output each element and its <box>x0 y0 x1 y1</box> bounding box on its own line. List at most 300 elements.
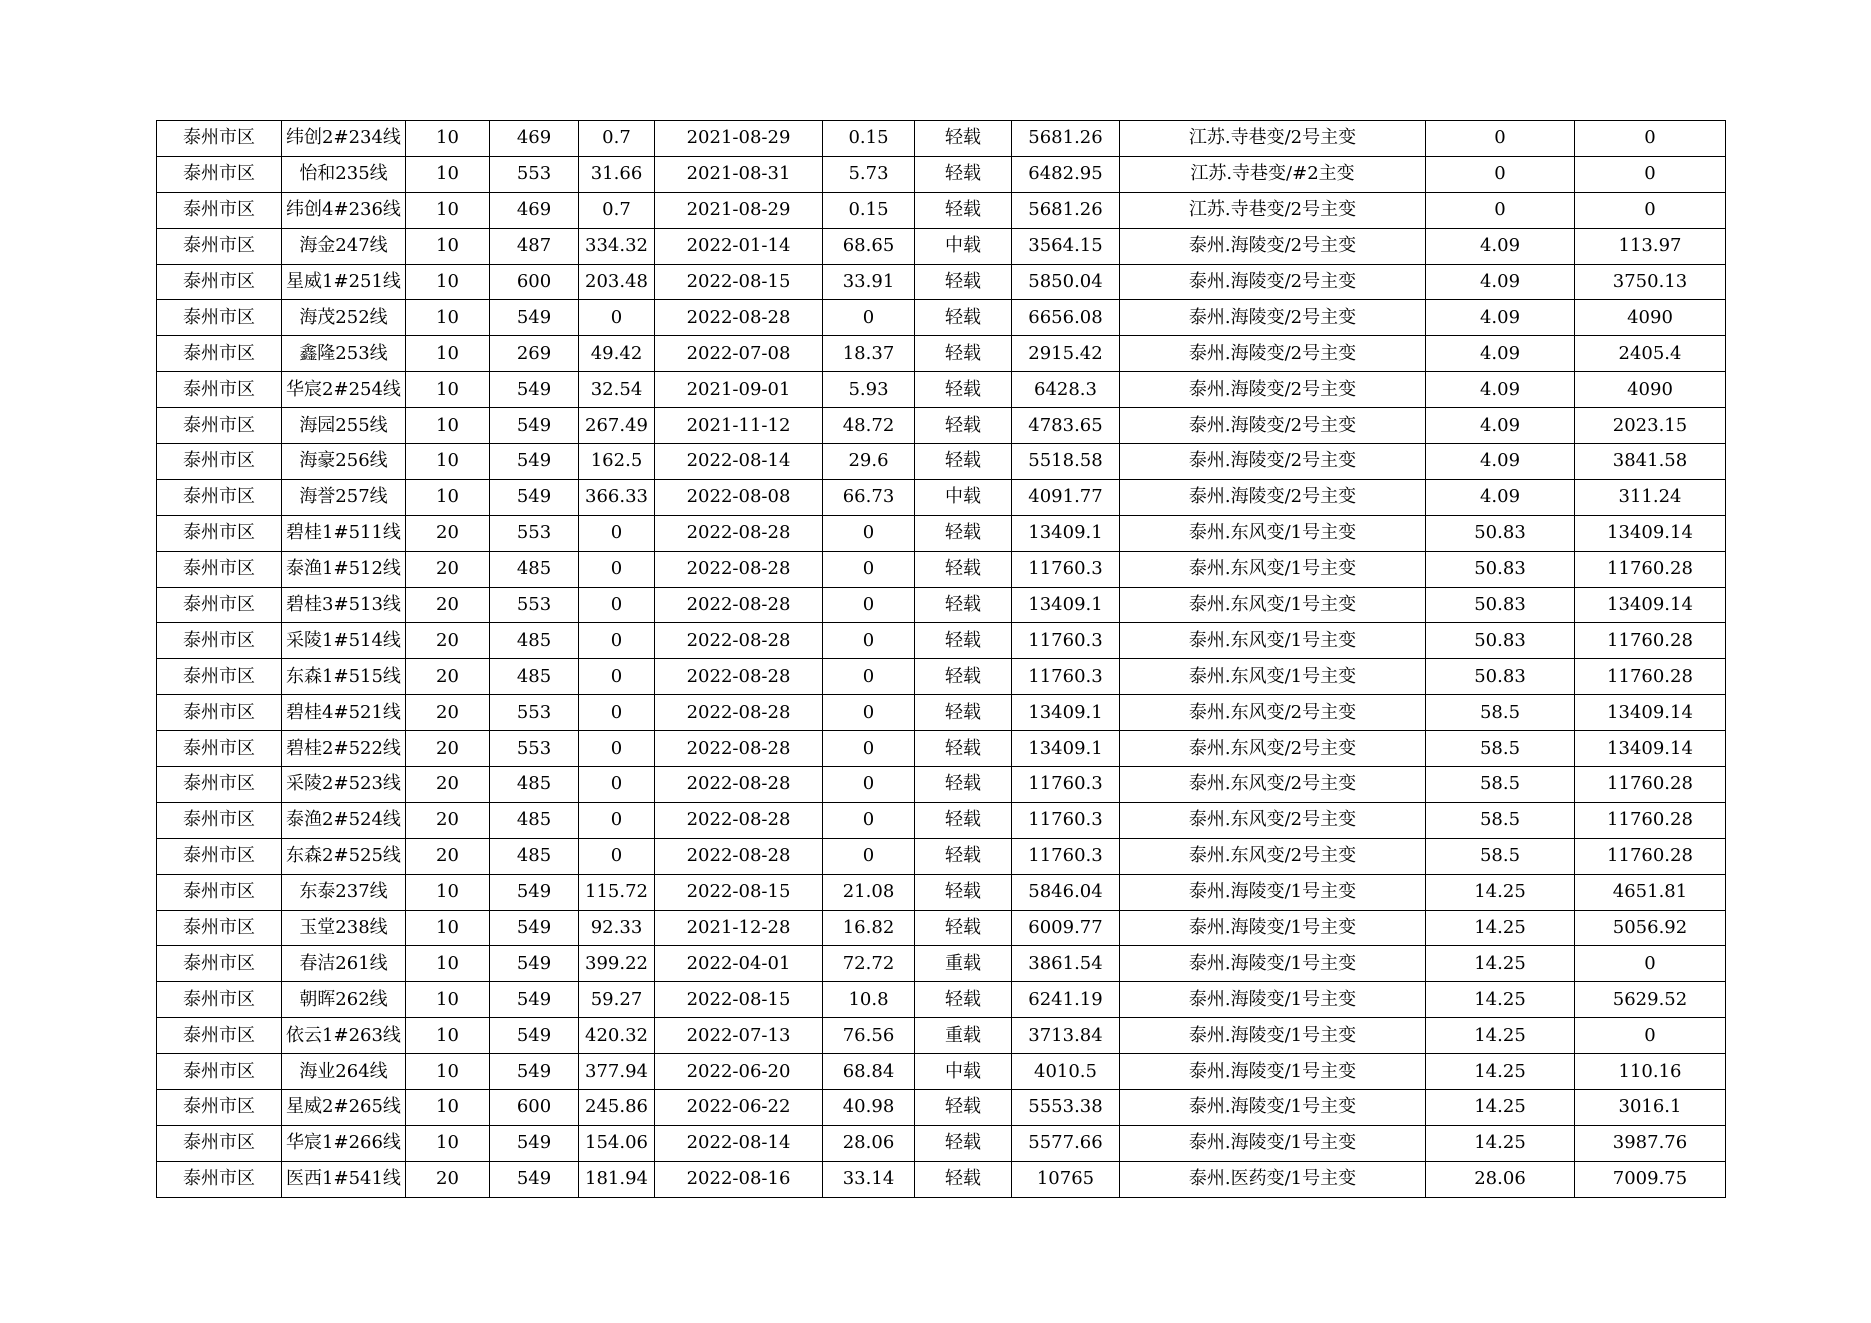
table-row <box>157 946 1726 982</box>
available-cell: 13409.14 <box>1575 515 1726 551</box>
available-cell: 11760.28 <box>1575 838 1726 874</box>
transformer-rate-cell: 50.83 <box>1426 515 1575 551</box>
region-cell: 泰州市区 <box>157 228 282 264</box>
line-name-cell: 碧桂1#511线 <box>282 515 406 551</box>
voltage-cell: 20 <box>406 767 490 803</box>
date-cell: 2021-11-12 <box>655 408 823 444</box>
voltage-cell: 10 <box>406 192 490 228</box>
region-cell: 泰州市区 <box>157 946 282 982</box>
region-cell: 泰州市区 <box>157 982 282 1018</box>
capacity-cell: 549 <box>490 1161 579 1197</box>
capacity-cell: 485 <box>490 659 579 695</box>
load-status-cell: 中载 <box>915 228 1012 264</box>
table-row <box>157 802 1726 838</box>
available-cell: 110.16 <box>1575 1054 1726 1090</box>
line-name-cell: 纬创2#234线 <box>282 121 406 157</box>
capacity-cell: 469 <box>490 121 579 157</box>
transformer-rate-cell: 0 <box>1426 121 1575 157</box>
date-cell: 2021-08-31 <box>655 156 823 192</box>
load-rate-cell: 40.98 <box>823 1090 915 1126</box>
line-name-cell: 春洁261线 <box>282 946 406 982</box>
margin-cell: 10765 <box>1012 1161 1120 1197</box>
margin-cell: 6656.08 <box>1012 300 1120 336</box>
margin-cell: 13409.1 <box>1012 731 1120 767</box>
margin-cell: 11760.3 <box>1012 659 1120 695</box>
margin-cell: 5577.66 <box>1012 1125 1120 1161</box>
transformer-rate-cell: 4.09 <box>1426 479 1575 515</box>
transformer-cell: 泰州.东风变/2号主变 <box>1120 802 1426 838</box>
voltage-cell: 10 <box>406 1054 490 1090</box>
region-cell: 泰州市区 <box>157 372 282 408</box>
transformer-rate-cell: 4.09 <box>1426 444 1575 480</box>
transformer-cell: 泰州.海陵变/2号主变 <box>1120 264 1426 300</box>
load-cell: 162.5 <box>579 444 655 480</box>
load-cell: 0 <box>579 695 655 731</box>
date-cell: 2022-08-28 <box>655 731 823 767</box>
load-status-cell: 轻载 <box>915 623 1012 659</box>
load-status-cell: 轻载 <box>915 731 1012 767</box>
region-cell: 泰州市区 <box>157 767 282 803</box>
table-row <box>157 336 1726 372</box>
date-cell: 2022-08-15 <box>655 874 823 910</box>
transformer-cell: 泰州.海陵变/1号主变 <box>1120 1090 1426 1126</box>
table-row <box>157 300 1726 336</box>
date-cell: 2021-08-29 <box>655 192 823 228</box>
region-cell: 泰州市区 <box>157 1090 282 1126</box>
date-cell: 2022-08-28 <box>655 300 823 336</box>
voltage-cell: 20 <box>406 838 490 874</box>
voltage-cell: 10 <box>406 479 490 515</box>
load-rate-cell: 33.91 <box>823 264 915 300</box>
load-cell: 0 <box>579 551 655 587</box>
table-row <box>157 659 1726 695</box>
transformer-rate-cell: 58.5 <box>1426 695 1575 731</box>
margin-cell: 4091.77 <box>1012 479 1120 515</box>
line-name-cell: 碧桂3#513线 <box>282 587 406 623</box>
load-rate-cell: 0 <box>823 623 915 659</box>
margin-cell: 5681.26 <box>1012 192 1120 228</box>
margin-cell: 11760.3 <box>1012 551 1120 587</box>
transformer-rate-cell: 4.09 <box>1426 300 1575 336</box>
capacity-cell: 553 <box>490 587 579 623</box>
capacity-cell: 549 <box>490 479 579 515</box>
transformer-cell: 泰州.海陵变/1号主变 <box>1120 1125 1426 1161</box>
date-cell: 2022-08-28 <box>655 515 823 551</box>
load-status-cell: 轻载 <box>915 982 1012 1018</box>
region-cell: 泰州市区 <box>157 156 282 192</box>
load-rate-cell: 29.6 <box>823 444 915 480</box>
date-cell: 2022-08-15 <box>655 264 823 300</box>
date-cell: 2022-04-01 <box>655 946 823 982</box>
load-rate-cell: 76.56 <box>823 1018 915 1054</box>
load-status-cell: 轻载 <box>915 695 1012 731</box>
load-rate-cell: 0 <box>823 300 915 336</box>
margin-cell: 5681.26 <box>1012 121 1120 157</box>
transformer-rate-cell: 58.5 <box>1426 838 1575 874</box>
line-name-cell: 采陵2#523线 <box>282 767 406 803</box>
available-cell: 11760.28 <box>1575 623 1726 659</box>
margin-cell: 4010.5 <box>1012 1054 1120 1090</box>
load-cell: 181.94 <box>579 1161 655 1197</box>
region-cell: 泰州市区 <box>157 695 282 731</box>
load-rate-cell: 68.84 <box>823 1054 915 1090</box>
region-cell: 泰州市区 <box>157 1054 282 1090</box>
voltage-cell: 20 <box>406 587 490 623</box>
line-name-cell: 鑫隆253线 <box>282 336 406 372</box>
load-rate-cell: 0 <box>823 587 915 623</box>
table-row <box>157 695 1726 731</box>
transformer-cell: 泰州.东风变/1号主变 <box>1120 551 1426 587</box>
margin-cell: 6241.19 <box>1012 982 1120 1018</box>
transformer-cell: 泰州.海陵变/1号主变 <box>1120 910 1426 946</box>
available-cell: 4090 <box>1575 300 1726 336</box>
load-rate-cell: 18.37 <box>823 336 915 372</box>
load-rate-cell: 21.08 <box>823 874 915 910</box>
voltage-cell: 10 <box>406 910 490 946</box>
margin-cell: 11760.3 <box>1012 838 1120 874</box>
load-status-cell: 轻载 <box>915 659 1012 695</box>
voltage-cell: 10 <box>406 300 490 336</box>
available-cell: 3016.1 <box>1575 1090 1726 1126</box>
transformer-rate-cell: 14.25 <box>1426 1054 1575 1090</box>
transformer-rate-cell: 0 <box>1426 192 1575 228</box>
load-rate-cell: 66.73 <box>823 479 915 515</box>
load-rate-cell: 0.15 <box>823 192 915 228</box>
line-name-cell: 泰渔1#512线 <box>282 551 406 587</box>
load-cell: 115.72 <box>579 874 655 910</box>
load-status-cell: 轻载 <box>915 874 1012 910</box>
transformer-rate-cell: 4.09 <box>1426 336 1575 372</box>
date-cell: 2022-08-28 <box>655 695 823 731</box>
transformer-cell: 泰州.海陵变/2号主变 <box>1120 479 1426 515</box>
load-status-cell: 轻载 <box>915 192 1012 228</box>
transformer-cell: 泰州.东风变/2号主变 <box>1120 767 1426 803</box>
capacity-cell: 600 <box>490 264 579 300</box>
transformer-cell: 泰州.东风变/1号主变 <box>1120 623 1426 659</box>
line-name-cell: 海业264线 <box>282 1054 406 1090</box>
transformer-cell: 泰州.海陵变/2号主变 <box>1120 372 1426 408</box>
capacity-cell: 549 <box>490 444 579 480</box>
transformer-rate-cell: 58.5 <box>1426 802 1575 838</box>
capacity-cell: 487 <box>490 228 579 264</box>
line-name-cell: 海豪256线 <box>282 444 406 480</box>
capacity-cell: 485 <box>490 767 579 803</box>
date-cell: 2022-08-15 <box>655 982 823 1018</box>
load-cell: 0 <box>579 515 655 551</box>
transformer-rate-cell: 14.25 <box>1426 874 1575 910</box>
transformer-rate-cell: 50.83 <box>1426 659 1575 695</box>
margin-cell: 13409.1 <box>1012 695 1120 731</box>
transformer-rate-cell: 50.83 <box>1426 623 1575 659</box>
voltage-cell: 10 <box>406 121 490 157</box>
load-rate-cell: 0 <box>823 802 915 838</box>
date-cell: 2021-09-01 <box>655 372 823 408</box>
capacity-cell: 553 <box>490 156 579 192</box>
line-name-cell: 依云1#263线 <box>282 1018 406 1054</box>
available-cell: 5629.52 <box>1575 982 1726 1018</box>
transformer-cell: 泰州.东风变/1号主变 <box>1120 587 1426 623</box>
transformer-cell: 泰州.医药变/1号主变 <box>1120 1161 1426 1197</box>
transformer-rate-cell: 4.09 <box>1426 264 1575 300</box>
date-cell: 2022-06-20 <box>655 1054 823 1090</box>
available-cell: 13409.14 <box>1575 695 1726 731</box>
margin-cell: 3564.15 <box>1012 228 1120 264</box>
table-row <box>157 121 1726 157</box>
capacity-cell: 485 <box>490 838 579 874</box>
table-row <box>157 479 1726 515</box>
transformer-cell: 泰州.东风变/1号主变 <box>1120 659 1426 695</box>
capacity-cell: 549 <box>490 1125 579 1161</box>
available-cell: 4651.81 <box>1575 874 1726 910</box>
line-name-cell: 海茂252线 <box>282 300 406 336</box>
table-row <box>157 910 1726 946</box>
margin-cell: 2915.42 <box>1012 336 1120 372</box>
margin-cell: 4783.65 <box>1012 408 1120 444</box>
date-cell: 2022-08-16 <box>655 1161 823 1197</box>
region-cell: 泰州市区 <box>157 910 282 946</box>
table-row <box>157 444 1726 480</box>
load-status-cell: 轻载 <box>915 515 1012 551</box>
transformer-rate-cell: 58.5 <box>1426 731 1575 767</box>
transformer-cell: 泰州.海陵变/1号主变 <box>1120 1054 1426 1090</box>
line-name-cell: 华宸1#266线 <box>282 1125 406 1161</box>
region-cell: 泰州市区 <box>157 623 282 659</box>
date-cell: 2022-08-28 <box>655 623 823 659</box>
load-rate-cell: 10.8 <box>823 982 915 1018</box>
load-cell: 59.27 <box>579 982 655 1018</box>
load-status-cell: 轻载 <box>915 1161 1012 1197</box>
load-status-cell: 轻载 <box>915 121 1012 157</box>
available-cell: 0 <box>1575 121 1726 157</box>
load-cell: 0 <box>579 767 655 803</box>
load-rate-cell: 16.82 <box>823 910 915 946</box>
line-name-cell: 怡和235线 <box>282 156 406 192</box>
capacity-cell: 553 <box>490 731 579 767</box>
transformer-rate-cell: 58.5 <box>1426 767 1575 803</box>
margin-cell: 3713.84 <box>1012 1018 1120 1054</box>
table-row <box>157 228 1726 264</box>
voltage-cell: 10 <box>406 408 490 444</box>
transformer-rate-cell: 4.09 <box>1426 372 1575 408</box>
date-cell: 2022-08-28 <box>655 551 823 587</box>
table-row <box>157 874 1726 910</box>
load-cell: 0 <box>579 587 655 623</box>
load-rate-cell: 5.93 <box>823 372 915 408</box>
date-cell: 2022-07-08 <box>655 336 823 372</box>
load-rate-cell: 0 <box>823 515 915 551</box>
table-row <box>157 1090 1726 1126</box>
margin-cell: 11760.3 <box>1012 802 1120 838</box>
voltage-cell: 10 <box>406 444 490 480</box>
load-rate-cell: 0 <box>823 551 915 587</box>
available-cell: 7009.75 <box>1575 1161 1726 1197</box>
voltage-cell: 20 <box>406 1161 490 1197</box>
capacity-cell: 549 <box>490 982 579 1018</box>
margin-cell: 3861.54 <box>1012 946 1120 982</box>
line-name-cell: 海园255线 <box>282 408 406 444</box>
available-cell: 5056.92 <box>1575 910 1726 946</box>
load-cell: 420.32 <box>579 1018 655 1054</box>
capacity-cell: 549 <box>490 408 579 444</box>
load-cell: 0.7 <box>579 121 655 157</box>
line-name-cell: 东森1#515线 <box>282 659 406 695</box>
date-cell: 2021-08-29 <box>655 121 823 157</box>
load-status-cell: 中载 <box>915 479 1012 515</box>
margin-cell: 5553.38 <box>1012 1090 1120 1126</box>
load-rate-cell: 72.72 <box>823 946 915 982</box>
load-rate-cell: 0 <box>823 659 915 695</box>
voltage-cell: 10 <box>406 228 490 264</box>
table-row <box>157 731 1726 767</box>
line-name-cell: 泰渔2#524线 <box>282 802 406 838</box>
load-cell: 267.49 <box>579 408 655 444</box>
transformer-rate-cell: 14.25 <box>1426 1018 1575 1054</box>
capacity-cell: 549 <box>490 300 579 336</box>
load-cell: 32.54 <box>579 372 655 408</box>
transformer-cell: 泰州.东风变/2号主变 <box>1120 838 1426 874</box>
date-cell: 2022-08-14 <box>655 1125 823 1161</box>
line-name-cell: 星威2#265线 <box>282 1090 406 1126</box>
available-cell: 2405.4 <box>1575 336 1726 372</box>
voltage-cell: 10 <box>406 264 490 300</box>
voltage-cell: 20 <box>406 551 490 587</box>
load-cell: 0 <box>579 300 655 336</box>
available-cell: 311.24 <box>1575 479 1726 515</box>
load-cell: 0 <box>579 838 655 874</box>
transformer-cell: 泰州.海陵变/2号主变 <box>1120 336 1426 372</box>
load-cell: 0 <box>579 623 655 659</box>
capacity-cell: 469 <box>490 192 579 228</box>
available-cell: 0 <box>1575 946 1726 982</box>
voltage-cell: 10 <box>406 336 490 372</box>
load-status-cell: 轻载 <box>915 336 1012 372</box>
transformer-cell: 泰州.海陵变/1号主变 <box>1120 874 1426 910</box>
load-status-cell: 轻载 <box>915 767 1012 803</box>
transformer-rate-cell: 14.25 <box>1426 1090 1575 1126</box>
load-cell: 0.7 <box>579 192 655 228</box>
table-row <box>157 1054 1726 1090</box>
load-status-cell: 中载 <box>915 1054 1012 1090</box>
transformer-cell: 泰州.东风变/2号主变 <box>1120 731 1426 767</box>
region-cell: 泰州市区 <box>157 1161 282 1197</box>
margin-cell: 11760.3 <box>1012 623 1120 659</box>
capacity-cell: 600 <box>490 1090 579 1126</box>
load-status-cell: 轻载 <box>915 802 1012 838</box>
capacity-cell: 553 <box>490 695 579 731</box>
transformer-cell: 泰州.海陵变/2号主变 <box>1120 408 1426 444</box>
transformer-rate-cell: 14.25 <box>1426 1125 1575 1161</box>
load-rate-cell: 28.06 <box>823 1125 915 1161</box>
region-cell: 泰州市区 <box>157 192 282 228</box>
transformer-rate-cell: 4.09 <box>1426 228 1575 264</box>
capacity-cell: 269 <box>490 336 579 372</box>
load-cell: 334.32 <box>579 228 655 264</box>
available-cell: 0 <box>1575 156 1726 192</box>
transformer-cell: 泰州.海陵变/1号主变 <box>1120 946 1426 982</box>
load-cell: 0 <box>579 802 655 838</box>
load-cell: 366.33 <box>579 479 655 515</box>
transformer-cell: 泰州.东风变/2号主变 <box>1120 695 1426 731</box>
table-row <box>157 551 1726 587</box>
transformer-rate-cell: 0 <box>1426 156 1575 192</box>
line-name-cell: 东森2#525线 <box>282 838 406 874</box>
transformer-rate-cell: 4.09 <box>1426 408 1575 444</box>
load-status-cell: 轻载 <box>915 910 1012 946</box>
line-name-cell: 碧桂2#522线 <box>282 731 406 767</box>
table-row <box>157 982 1726 1018</box>
date-cell: 2022-06-22 <box>655 1090 823 1126</box>
transformer-rate-cell: 50.83 <box>1426 551 1575 587</box>
load-status-cell: 轻载 <box>915 444 1012 480</box>
table-row <box>157 587 1726 623</box>
transformer-cell: 泰州.海陵变/1号主变 <box>1120 982 1426 1018</box>
table-row <box>157 1125 1726 1161</box>
available-cell: 13409.14 <box>1575 731 1726 767</box>
date-cell: 2022-08-28 <box>655 587 823 623</box>
load-cell: 0 <box>579 659 655 695</box>
available-cell: 2023.15 <box>1575 408 1726 444</box>
load-cell: 49.42 <box>579 336 655 372</box>
load-cell: 31.66 <box>579 156 655 192</box>
line-name-cell: 医西1#541线 <box>282 1161 406 1197</box>
load-status-cell: 轻载 <box>915 1125 1012 1161</box>
date-cell: 2021-12-28 <box>655 910 823 946</box>
load-rate-cell: 48.72 <box>823 408 915 444</box>
load-status-cell: 重载 <box>915 1018 1012 1054</box>
voltage-cell: 10 <box>406 1125 490 1161</box>
line-name-cell: 碧桂4#521线 <box>282 695 406 731</box>
line-name-cell: 华宸2#254线 <box>282 372 406 408</box>
available-cell: 11760.28 <box>1575 659 1726 695</box>
voltage-cell: 20 <box>406 731 490 767</box>
available-cell: 4090 <box>1575 372 1726 408</box>
margin-cell: 13409.1 <box>1012 515 1120 551</box>
available-cell: 3987.76 <box>1575 1125 1726 1161</box>
date-cell: 2022-08-28 <box>655 802 823 838</box>
capacity-cell: 553 <box>490 515 579 551</box>
line-name-cell: 采陵1#514线 <box>282 623 406 659</box>
capacity-cell: 485 <box>490 802 579 838</box>
load-status-cell: 轻载 <box>915 838 1012 874</box>
region-cell: 泰州市区 <box>157 121 282 157</box>
table-row <box>157 623 1726 659</box>
load-rate-cell: 68.65 <box>823 228 915 264</box>
available-cell: 0 <box>1575 192 1726 228</box>
load-cell: 399.22 <box>579 946 655 982</box>
capacity-cell: 485 <box>490 623 579 659</box>
load-status-cell: 轻载 <box>915 551 1012 587</box>
transformer-rate-cell: 50.83 <box>1426 587 1575 623</box>
region-cell: 泰州市区 <box>157 300 282 336</box>
transformer-rate-cell: 14.25 <box>1426 946 1575 982</box>
voltage-cell: 20 <box>406 659 490 695</box>
load-status-cell: 轻载 <box>915 408 1012 444</box>
load-rate-cell: 0.15 <box>823 121 915 157</box>
table-row <box>157 1018 1726 1054</box>
region-cell: 泰州市区 <box>157 1018 282 1054</box>
capacity-cell: 549 <box>490 946 579 982</box>
margin-cell: 11760.3 <box>1012 767 1120 803</box>
date-cell: 2022-08-28 <box>655 838 823 874</box>
transformer-cell: 江苏.寺巷变/2号主变 <box>1120 121 1426 157</box>
transformer-rate-cell: 14.25 <box>1426 982 1575 1018</box>
region-cell: 泰州市区 <box>157 587 282 623</box>
transformer-cell: 泰州.东风变/1号主变 <box>1120 515 1426 551</box>
available-cell: 3750.13 <box>1575 264 1726 300</box>
voltage-cell: 10 <box>406 156 490 192</box>
load-status-cell: 轻载 <box>915 372 1012 408</box>
date-cell: 2022-08-08 <box>655 479 823 515</box>
